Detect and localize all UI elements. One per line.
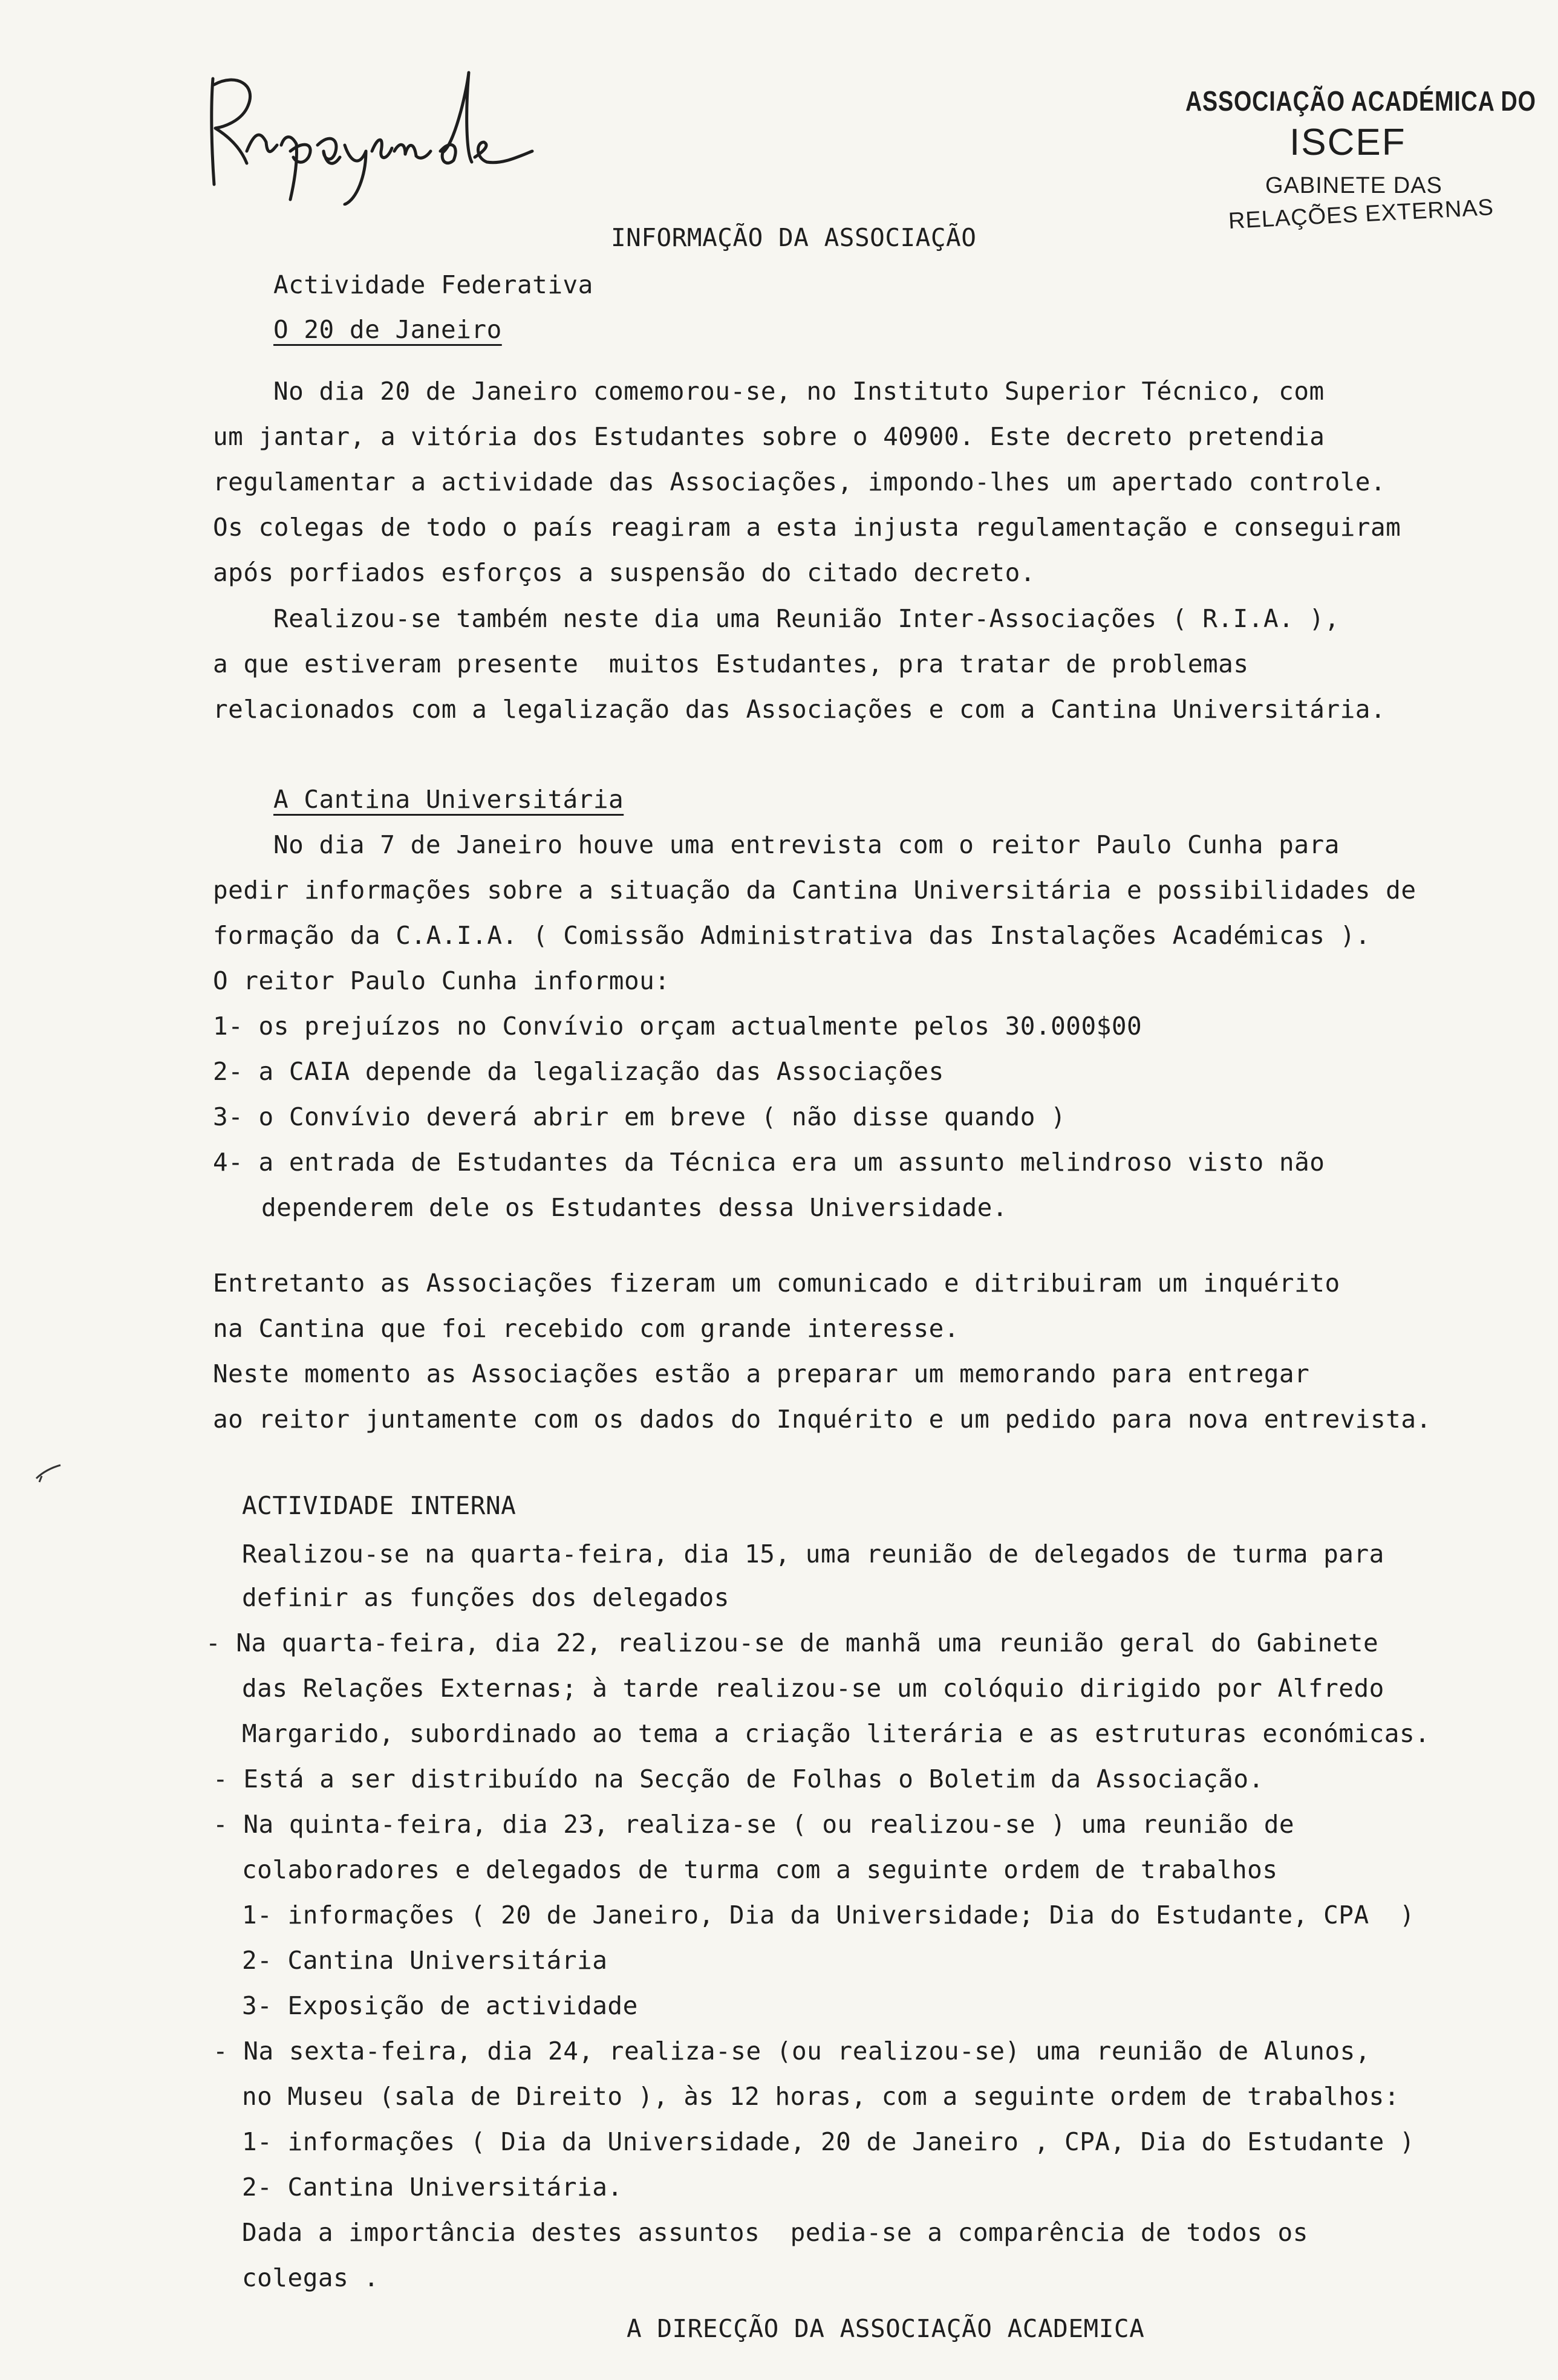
- list-item: 1- os prejuízos no Convívio orçam actualmente pelos 30.000$00: [213, 1012, 1142, 1041]
- body-line: na Cantina que foi recebido com grande interesse.: [213, 1314, 960, 1343]
- stamp-line-2: ISCEF: [1289, 122, 1406, 163]
- stamp-line-3: GABINETE DAS: [1265, 173, 1442, 198]
- body-line: relacionados com a legalização das Associações e com a Cantina Universitária.: [213, 695, 1386, 724]
- stamp-line-1: ASSOCIAÇÃO ACADÉMICA DO: [1185, 85, 1536, 117]
- agenda-item: 2- Cantina Universitária: [242, 1946, 608, 1975]
- list-item: 4- a entrada de Estudantes da Técnica era um assunto melindroso visto não: [213, 1148, 1325, 1177]
- list-item: 3- o Convívio deverá abrir em breve ( não disse quando ): [213, 1102, 1066, 1131]
- list-item-continuation: Margarido, subordinado ao tema a criação literária e as estruturas económicas.: [242, 1719, 1430, 1748]
- body-line: O reitor Paulo Cunha informou:: [213, 966, 670, 995]
- handwritten-annotation: [200, 60, 538, 206]
- body-line: formação da C.A.I.A. ( Comissão Administrativa das Instalações Académicas ).: [213, 921, 1371, 950]
- body-line: pedir informações sobre a situação da Cantina Universitária e possibilidades de: [213, 876, 1416, 905]
- section-heading: ACTIVIDADE INTERNA: [242, 1491, 517, 1520]
- list-item: - Na quinta-feira, dia 23, realiza-se ( ou realizou-se ) uma reunião de: [213, 1810, 1295, 1839]
- body-line: Realizou-se na quarta-feira, dia 15, uma reunião de delegados de turma para: [242, 1540, 1384, 1569]
- list-item-continuation: das Relações Externas; à tarde realizou-se um colóquio dirigido por Alfredo: [242, 1674, 1384, 1703]
- agenda-item: 2- Cantina Universitária.: [242, 2173, 623, 2202]
- section-heading: A Cantina Universitária: [273, 785, 624, 814]
- body-line: colegas .: [242, 2263, 379, 2292]
- body-line: a que estiveram presente muitos Estudantes, pra tratar de problemas: [213, 649, 1249, 678]
- body-line: No dia 7 de Janeiro houve uma entrevista com o reitor Paulo Cunha para: [273, 830, 1340, 859]
- body-line: Entretanto as Associações fizeram um comunicado e ditribuiram um inquérito: [213, 1269, 1340, 1298]
- section-heading: Actividade Federativa: [273, 270, 593, 299]
- body-line: após porfiados esforços a suspensão do citado decreto.: [213, 558, 1035, 587]
- body-line: No dia 20 de Janeiro comemorou-se, no Instituto Superior Técnico, com: [273, 377, 1325, 406]
- margin-mark: [33, 1460, 70, 1484]
- list-item: - Está a ser distribuído na Secção de Folhas o Boletim da Associação.: [213, 1764, 1264, 1793]
- document-title: INFORMAÇÃO DA ASSOCIAÇÃO: [611, 223, 977, 252]
- list-item: - Na sexta-feira, dia 24, realiza-se (ou realizou-se) uma reunião de Alunos,: [213, 2037, 1371, 2066]
- body-line: regulamentar a actividade das Associações, impondo-lhes um apertado controle.: [213, 467, 1386, 496]
- closing-signature: A DIRECÇÃO DA ASSOCIAÇÃO ACADEMICA: [627, 2314, 1145, 2343]
- agenda-item: 1- informações ( 20 de Janeiro, Dia da Universidade; Dia do Estudante, CPA ): [242, 1900, 1415, 1930]
- body-line: definir as funções dos delegados: [242, 1583, 729, 1612]
- body-line: Os colegas de todo o país reagiram a esta injusta regulamentação e conseguiram: [213, 513, 1401, 542]
- agenda-item: 1- informações ( Dia da Universidade, 20 de Janeiro , CPA, Dia do Estudante ): [242, 2127, 1415, 2156]
- body-line: Neste momento as Associações estão a preparar um memorando para entregar: [213, 1359, 1310, 1388]
- list-item: 2- a CAIA depende da legalização das Associações: [213, 1057, 944, 1086]
- body-line: um jantar, a vitória dos Estudantes sobre o 40900. Este decreto pretendia: [213, 422, 1325, 451]
- list-item: - Na quarta-feira, dia 22, realizou-se de manhã uma reunião geral do Gabinete: [206, 1628, 1379, 1657]
- stamp-line-4: RELAÇÕES EXTERNAS: [1228, 195, 1494, 234]
- section-subheading: O 20 de Janeiro: [273, 315, 502, 344]
- body-line: ao reitor juntamente com os dados do Inquérito e um pedido para nova entrevista.: [213, 1405, 1432, 1434]
- list-item-continuation: dependerem dele os Estudantes dessa Universidade.: [261, 1193, 1008, 1222]
- list-item-continuation: colaboradores e delegados de turma com a seguinte ordem de trabalhos: [242, 1855, 1278, 1884]
- list-item-continuation: no Museu (sala de Direito ), às 12 horas, com a seguinte ordem de trabalhos:: [242, 2082, 1400, 2111]
- agenda-item: 3- Exposição de actividade: [242, 1991, 638, 2020]
- body-line: Dada a importância destes assuntos pedia-se a comparência de todos os: [242, 2218, 1308, 2247]
- body-line: Realizou-se também neste dia uma Reunião Inter-Associações ( R.I.A. ),: [273, 604, 1340, 633]
